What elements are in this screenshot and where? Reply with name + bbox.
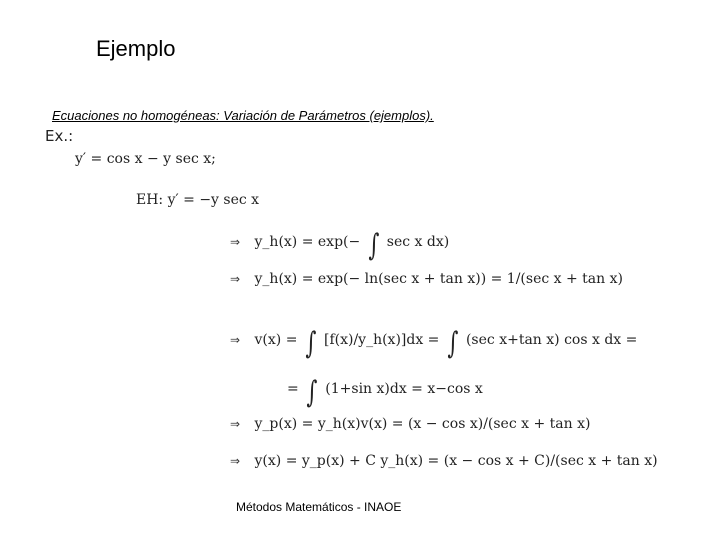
implies-arrow: ⇒: [230, 235, 241, 249]
integral-sign: ∫: [306, 375, 318, 410]
implies-arrow: ⇒: [230, 417, 241, 431]
yh-exp-lhs: y_h(x) = exp(−: [254, 234, 361, 250]
homogeneous-equation-line: [136, 192, 259, 208]
implies-arrow: ⇒: [230, 272, 241, 286]
yp-line: [230, 416, 590, 432]
v-mid: [f(x)/y_h(x)]dx =: [323, 332, 440, 348]
v-rhs: (sec x+tan x) cos x dx =: [465, 332, 638, 348]
yh-closed-line: [230, 271, 623, 287]
integral-sign: ∫: [447, 326, 459, 361]
general-solution-line: [230, 453, 658, 469]
slide-title: Ejemplo: [96, 36, 176, 61]
yp-equation: y_p(x) = y_h(x)v(x) = (x − cos x)/(sec x + tan x): [254, 416, 591, 432]
general-solution-equation: y(x) = y_p(x) + C y_h(x) = (x − cos x + C)/(sec x + tan x): [254, 453, 658, 469]
implies-arrow: ⇒: [230, 454, 241, 468]
integral-sign: ∫: [305, 326, 317, 361]
v2-rhs: (1+sin x)dx = x−cos x: [325, 381, 483, 397]
implies-arrow: ⇒: [230, 333, 241, 347]
eh-label: EH:: [136, 192, 164, 208]
integral-sign: ∫: [368, 228, 379, 263]
slide-subtitle: Ecuaciones no homogéneas: Variación de Parámetros (ejemplos).: [52, 108, 434, 123]
eh-equation: y′ = −y sec x: [167, 192, 260, 208]
slide-footer: Métodos Matemáticos - INAOE: [236, 500, 402, 514]
example-label: Ex.:: [45, 127, 74, 145]
v-lhs: v(x) =: [254, 332, 298, 348]
v-line: [230, 326, 637, 361]
yh-exp-line: [230, 228, 449, 263]
v-continued-line: [287, 375, 483, 410]
v2-lhs: =: [287, 381, 299, 397]
yh-exp-rhs: sec x dx): [386, 234, 450, 250]
ode-equation: y′ = cos x − y sec x;: [75, 151, 216, 167]
yh-closed-equation: y_h(x) = exp(− ln(sec x + tan x)) = 1/(sec x + tan x): [254, 271, 623, 287]
